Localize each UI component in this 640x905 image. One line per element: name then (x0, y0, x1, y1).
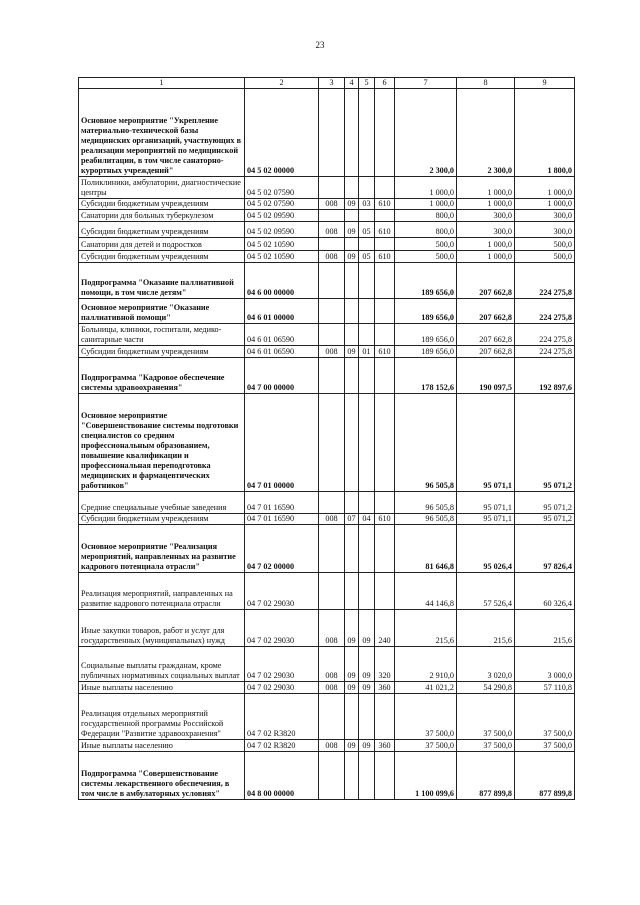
target-code: 04 5 02 10590 (245, 238, 319, 251)
section-code: 09 (345, 682, 359, 694)
item-name: Основное мероприятие "Совершенствование системы подготовки специалистов со средним профессиональным образованием, повышение квалификации и профессиональная переподготовка медицинских и фармацевтических работников" (79, 394, 245, 492)
section-code: 09 (345, 199, 359, 210)
expense-type-code (375, 752, 395, 800)
amount-col7: 96 505,8 (395, 514, 457, 525)
amount-col7: 96 505,8 (395, 394, 457, 492)
column-header: 6 (375, 78, 395, 89)
item-name: Реализация отдельных мероприятий государственной программы Российской Федерации "Развитие здравоохранения" (79, 694, 245, 740)
expense-type-code: 610 (375, 346, 395, 358)
amount-col8: 207 662,8 (457, 346, 515, 358)
agency-code (319, 752, 345, 800)
expense-type-code (375, 177, 395, 199)
item-name: Подпрограмма "Оказание паллиативной помощи, в том числе детям" (79, 263, 245, 299)
section-code: 09 (345, 740, 359, 752)
section-code (345, 492, 359, 514)
subsection-code (359, 299, 375, 324)
amount-col9: 95 071,2 (515, 492, 575, 514)
agency-code (319, 324, 345, 346)
agency-code (319, 573, 345, 610)
item-name: Основное мероприятие "Укрепление материально-технической базы медицинских организаций, участвующих в реализации мероприятий по медицинской реабилитации, в том числе санаторно-курортных учреждений" (79, 89, 245, 177)
item-name: Санатории для детей и подростков (79, 238, 245, 251)
expense-type-code: 610 (375, 222, 395, 238)
target-code: 04 7 02 R3820 (245, 694, 319, 740)
amount-col8: 95 071,1 (457, 394, 515, 492)
target-code: 04 7 01 16590 (245, 492, 319, 514)
amount-col9: 95 071,2 (515, 514, 575, 525)
amount-col8: 207 662,8 (457, 263, 515, 299)
item-name: Средние специальные учебные заведения (79, 492, 245, 514)
expense-type-code (375, 525, 395, 573)
table-row (79, 324, 575, 346)
amount-col9: 1 000,0 (515, 177, 575, 199)
table-row (79, 740, 575, 752)
target-code: 04 5 02 09590 (245, 222, 319, 238)
table-row (79, 299, 575, 324)
expense-type-code: 360 (375, 682, 395, 694)
amount-col8: 1 000,0 (457, 199, 515, 210)
agency-code: 008 (319, 647, 345, 682)
target-code: 04 5 02 09590 (245, 210, 319, 222)
target-code: 04 5 02 07590 (245, 177, 319, 199)
target-code: 04 7 01 16590 (245, 514, 319, 525)
subsection-code (359, 177, 375, 199)
table-row (79, 694, 575, 740)
agency-code (319, 238, 345, 251)
section-code: 09 (345, 251, 359, 263)
agency-code (319, 89, 345, 177)
target-code: 04 5 02 07590 (245, 199, 319, 210)
table-row (79, 251, 575, 263)
expense-type-code (375, 573, 395, 610)
section-code (345, 89, 359, 177)
expense-type-code: 240 (375, 610, 395, 647)
amount-col8: 1 000,0 (457, 177, 515, 199)
section-code: 07 (345, 514, 359, 525)
amount-col9: 215,6 (515, 610, 575, 647)
table-row (79, 752, 575, 800)
amount-col8: 1 000,0 (457, 238, 515, 251)
amount-col8: 54 290,8 (457, 682, 515, 694)
amount-col7: 1 100 099,6 (395, 752, 457, 800)
amount-col8: 95 071,1 (457, 492, 515, 514)
item-name: Подпрограмма "Совершенствование системы лекарственного обеспечения, в том числе в амбулаторных условиях" (79, 752, 245, 800)
amount-col9: 1 000,0 (515, 199, 575, 210)
item-name: Субсидии бюджетным учреждениям (79, 199, 245, 210)
item-name: Субсидии бюджетным учреждениям (79, 346, 245, 358)
table-row (79, 610, 575, 647)
agency-code (319, 299, 345, 324)
amount-col8: 207 662,8 (457, 299, 515, 324)
agency-code (319, 210, 345, 222)
table-header-row (79, 78, 575, 89)
amount-col7: 81 646,8 (395, 525, 457, 573)
subsection-code: 09 (359, 610, 375, 647)
target-code: 04 7 02 29030 (245, 647, 319, 682)
budget-table (78, 77, 575, 800)
subsection-code (359, 752, 375, 800)
amount-col8: 190 097,5 (457, 358, 515, 394)
subsection-code (359, 525, 375, 573)
amount-col8: 3 020,0 (457, 647, 515, 682)
agency-code: 008 (319, 740, 345, 752)
expense-type-code (375, 324, 395, 346)
section-code: 09 (345, 222, 359, 238)
amount-col9: 37 500,0 (515, 694, 575, 740)
amount-col7: 189 656,0 (395, 346, 457, 358)
amount-col8: 57 526,4 (457, 573, 515, 610)
amount-col9: 300,0 (515, 222, 575, 238)
section-code: 09 (345, 610, 359, 647)
amount-col7: 37 500,0 (395, 740, 457, 752)
amount-col8: 877 899,8 (457, 752, 515, 800)
subsection-code: 05 (359, 222, 375, 238)
amount-col8: 300,0 (457, 210, 515, 222)
item-name: Больницы, клиники, госпитали, медико-санитарные части (79, 324, 245, 346)
amount-col9: 300,0 (515, 210, 575, 222)
table-row (79, 222, 575, 238)
subsection-code (359, 238, 375, 251)
target-code: 04 5 02 10590 (245, 251, 319, 263)
target-code: 04 7 02 R3820 (245, 740, 319, 752)
amount-col9: 3 000,0 (515, 647, 575, 682)
amount-col9: 224 275,8 (515, 346, 575, 358)
section-code (345, 324, 359, 346)
subsection-code (359, 394, 375, 492)
agency-code (319, 263, 345, 299)
agency-code (319, 492, 345, 514)
target-code: 04 6 01 06590 (245, 324, 319, 346)
section-code (345, 263, 359, 299)
item-name: Основное мероприятие "Реализация мероприятий, направленных на развитие кадрового потенциала отрасли" (79, 525, 245, 573)
amount-col8: 37 500,0 (457, 740, 515, 752)
section-code (345, 299, 359, 324)
section-code (345, 525, 359, 573)
table-row (79, 238, 575, 251)
subsection-code: 09 (359, 682, 375, 694)
target-code: 04 7 02 29030 (245, 682, 319, 694)
subsection-code (359, 263, 375, 299)
amount-col7: 189 656,0 (395, 324, 457, 346)
section-code (345, 210, 359, 222)
amount-col9: 224 275,8 (515, 324, 575, 346)
amount-col8: 1 000,0 (457, 251, 515, 263)
agency-code (319, 177, 345, 199)
amount-col9: 192 897,6 (515, 358, 575, 394)
item-name: Основное мероприятие "Оказание паллиативной помощи" (79, 299, 245, 324)
section-code (345, 752, 359, 800)
table-row (79, 682, 575, 694)
column-header: 3 (319, 78, 345, 89)
amount-col8: 215,6 (457, 610, 515, 647)
amount-col9: 37 500,0 (515, 740, 575, 752)
amount-col7: 189 656,0 (395, 299, 457, 324)
amount-col9: 224 275,8 (515, 263, 575, 299)
amount-col7: 500,0 (395, 238, 457, 251)
amount-col9: 500,0 (515, 251, 575, 263)
section-code (345, 394, 359, 492)
expense-type-code (375, 694, 395, 740)
amount-col7: 800,0 (395, 222, 457, 238)
subsection-code (359, 694, 375, 740)
amount-col9: 57 110,8 (515, 682, 575, 694)
amount-col8: 95 026,4 (457, 525, 515, 573)
expense-type-code: 360 (375, 740, 395, 752)
target-code: 04 7 02 29030 (245, 573, 319, 610)
subsection-code: 09 (359, 647, 375, 682)
agency-code: 008 (319, 251, 345, 263)
expense-type-code (375, 89, 395, 177)
amount-col7: 96 505,8 (395, 492, 457, 514)
agency-code (319, 358, 345, 394)
expense-type-code: 610 (375, 251, 395, 263)
agency-code: 008 (319, 222, 345, 238)
amount-col7: 178 152,6 (395, 358, 457, 394)
item-name: Поликлиники, амбулатории, диагностические центры (79, 177, 245, 199)
table-row (79, 525, 575, 573)
subsection-code: 04 (359, 514, 375, 525)
table-row (79, 89, 575, 177)
expense-type-code (375, 492, 395, 514)
target-code: 04 7 01 00000 (245, 394, 319, 492)
amount-col9: 60 326,4 (515, 573, 575, 610)
section-code: 09 (345, 346, 359, 358)
subsection-code (359, 89, 375, 177)
amount-col8: 2 300,0 (457, 89, 515, 177)
target-code: 04 8 00 00000 (245, 752, 319, 800)
table-row (79, 346, 575, 358)
amount-col8: 207 662,8 (457, 324, 515, 346)
item-name: Реализация мероприятий, направленных на развитие кадрового потенциала отрасли (79, 573, 245, 610)
table-row (79, 647, 575, 682)
agency-code: 008 (319, 346, 345, 358)
expense-type-code (375, 299, 395, 324)
item-name: Социальные выплаты гражданам, кроме публичных нормативных социальных выплат (79, 647, 245, 682)
amount-col8: 37 500,0 (457, 694, 515, 740)
subsection-code (359, 573, 375, 610)
item-name: Санатории для больных туберкулезом (79, 210, 245, 222)
table-row (79, 199, 575, 210)
agency-code: 008 (319, 514, 345, 525)
item-name: Субсидии бюджетным учреждениям (79, 514, 245, 525)
amount-col9: 224 275,8 (515, 299, 575, 324)
section-code (345, 694, 359, 740)
section-code (345, 177, 359, 199)
subsection-code: 09 (359, 740, 375, 752)
section-code (345, 358, 359, 394)
target-code: 04 6 01 06590 (245, 346, 319, 358)
amount-col9: 1 800,0 (515, 89, 575, 177)
amount-col8: 300,0 (457, 222, 515, 238)
target-code: 04 5 02 00000 (245, 89, 319, 177)
amount-col7: 189 656,0 (395, 263, 457, 299)
agency-code (319, 525, 345, 573)
column-header: 8 (457, 78, 515, 89)
expense-type-code (375, 263, 395, 299)
subsection-code (359, 492, 375, 514)
agency-code (319, 394, 345, 492)
amount-col9: 97 826,4 (515, 525, 575, 573)
subsection-code: 01 (359, 346, 375, 358)
column-header: 4 (345, 78, 359, 89)
expense-type-code (375, 394, 395, 492)
target-code: 04 6 01 00000 (245, 299, 319, 324)
expense-type-code (375, 358, 395, 394)
column-header: 7 (395, 78, 457, 89)
column-header: 9 (515, 78, 575, 89)
item-name: Иные выплаты населению (79, 682, 245, 694)
item-name: Субсидии бюджетным учреждениям (79, 222, 245, 238)
amount-col7: 215,6 (395, 610, 457, 647)
section-code (345, 573, 359, 610)
expense-type-code (375, 238, 395, 251)
subsection-code (359, 324, 375, 346)
subsection-code: 05 (359, 251, 375, 263)
column-header: 2 (245, 78, 319, 89)
amount-col9: 95 071,2 (515, 394, 575, 492)
amount-col9: 500,0 (515, 238, 575, 251)
table-row (79, 514, 575, 525)
table-row (79, 210, 575, 222)
item-name: Подпрограмма "Кадровое обеспечение системы здравоохранения" (79, 358, 245, 394)
amount-col7: 44 146,8 (395, 573, 457, 610)
section-code: 09 (345, 647, 359, 682)
agency-code: 008 (319, 682, 345, 694)
agency-code: 008 (319, 199, 345, 210)
amount-col7: 2 910,0 (395, 647, 457, 682)
page-number: 23 (315, 40, 325, 50)
agency-code (319, 694, 345, 740)
amount-col8: 95 071,1 (457, 514, 515, 525)
column-header: 1 (79, 78, 245, 89)
table-row (79, 263, 575, 299)
amount-col7: 2 300,0 (395, 89, 457, 177)
expense-type-code: 320 (375, 647, 395, 682)
table-row (79, 358, 575, 394)
item-name: Субсидии бюджетным учреждениям (79, 251, 245, 263)
item-name: Иные закупки товаров, работ и услуг для государственных (муниципальных) нужд (79, 610, 245, 647)
amount-col9: 877 899,8 (515, 752, 575, 800)
column-header: 5 (359, 78, 375, 89)
expense-type-code (375, 210, 395, 222)
target-code: 04 7 02 00000 (245, 525, 319, 573)
target-code: 04 6 00 00000 (245, 263, 319, 299)
amount-col7: 1 000,0 (395, 177, 457, 199)
amount-col7: 41 021,2 (395, 682, 457, 694)
table-row (79, 492, 575, 514)
subsection-code (359, 358, 375, 394)
target-code: 04 7 00 00000 (245, 358, 319, 394)
target-code: 04 7 02 29030 (245, 610, 319, 647)
amount-col7: 1 000,0 (395, 199, 457, 210)
table-row (79, 394, 575, 492)
amount-col7: 800,0 (395, 210, 457, 222)
item-name: Иные выплаты населению (79, 740, 245, 752)
expense-type-code: 610 (375, 514, 395, 525)
amount-col7: 37 500,0 (395, 694, 457, 740)
expense-type-code: 610 (375, 199, 395, 210)
subsection-code: 03 (359, 199, 375, 210)
section-code (345, 238, 359, 251)
subsection-code (359, 210, 375, 222)
table-row (79, 573, 575, 610)
table-row (79, 177, 575, 199)
amount-col7: 500,0 (395, 251, 457, 263)
agency-code: 008 (319, 610, 345, 647)
